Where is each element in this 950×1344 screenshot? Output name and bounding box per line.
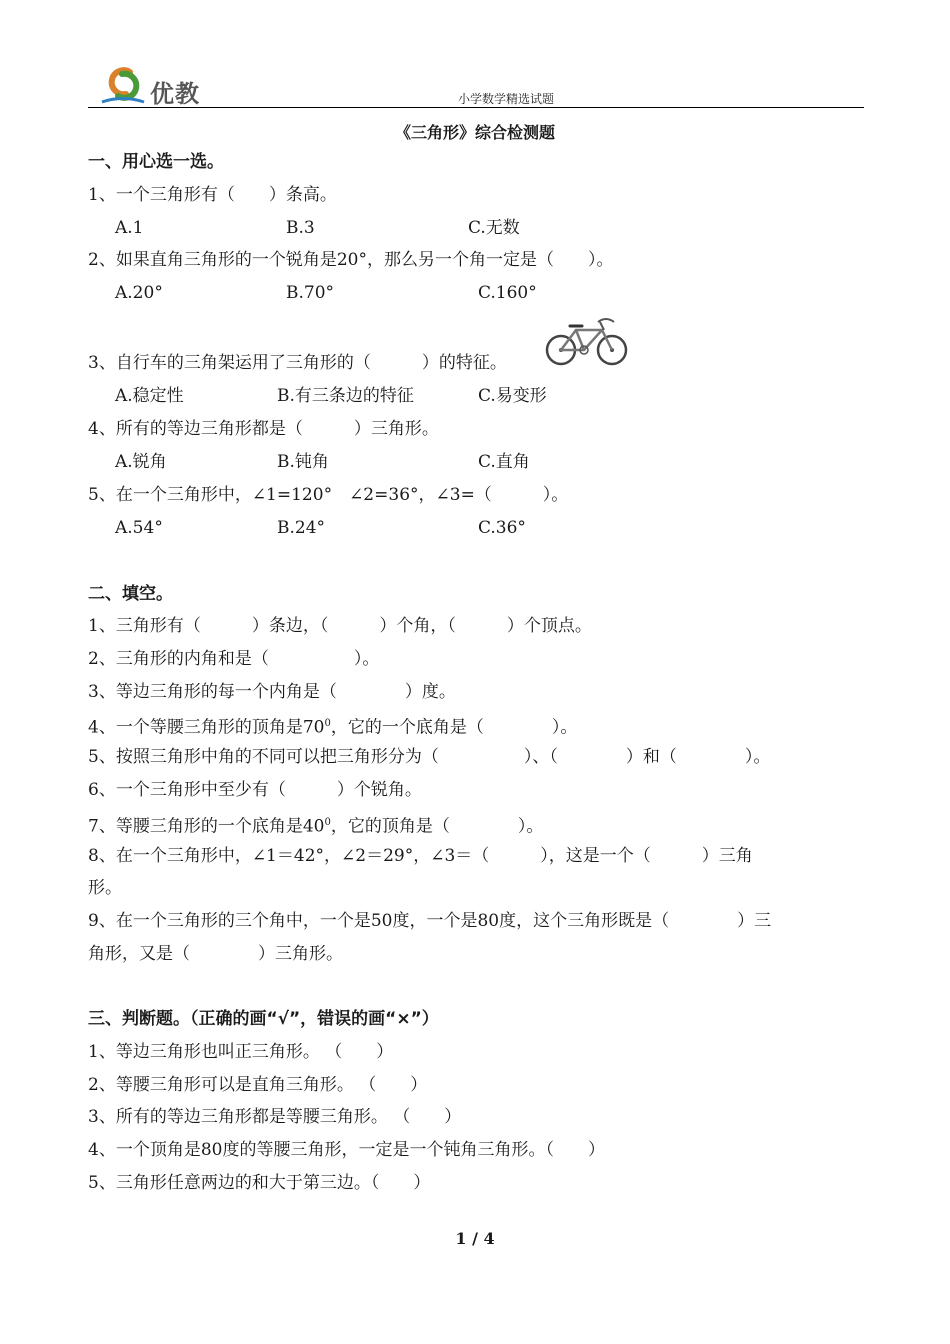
s1-q2-option-b: B.70°: [286, 283, 335, 303]
section-1-heading: 一、用心选一选。: [88, 152, 224, 172]
s2-q4-superscript: 0: [324, 718, 331, 729]
s1-q4-option-a: A.锐角: [115, 452, 167, 472]
s3-question-1: 1、等边三角形也叫正三角形。 （ ）: [88, 1042, 394, 1062]
s2-question-9-line-1: 9、在一个三角形的三个角中，一个是50度，一个是80度，这个三角形既是（ ）三: [88, 911, 772, 931]
s2-question-1: 1、三角形有（ ）条边，（ ）个角，（ ）个顶点。: [88, 616, 592, 636]
s1-question-4: 4、所有的等边三角形都是（ ）三角形。: [88, 419, 439, 439]
s2-q4-text-after: ，它的一个底角是（ ）。: [330, 717, 578, 738]
s2-question-7: [88, 813, 543, 837]
s1-q2-option-c: C.160°: [478, 283, 537, 303]
s2-question-3: 3、等边三角形的每一个内角是（ ）度。: [88, 682, 456, 702]
s1-question-1: 1、一个三角形有（ ）条高。: [88, 185, 337, 205]
header-subtitle: 小学数学精选试题: [458, 92, 555, 106]
page-number: 1 / 4: [455, 1229, 495, 1248]
logo-text: 优教: [150, 80, 200, 108]
s2-question-2: 2、三角形的内角和是（ ）。: [88, 649, 380, 669]
s1-q2-option-a: A.20°: [115, 283, 163, 303]
s2-question-4: [88, 714, 577, 738]
s3-question-3: 3、所有的等边三角形都是等腰三角形。 （ ）: [88, 1107, 462, 1127]
section-3-heading: 三、判断题。（正确的画“√”，错误的画“×”）: [88, 1009, 439, 1029]
s1-q3-option-a: A.稳定性: [115, 386, 184, 406]
s2-question-9-line-2: 角形，又是（ ）三角形。: [88, 944, 343, 964]
s2-q7-superscript: 0: [324, 817, 331, 828]
s1-q4-option-b: B.钝角: [277, 452, 329, 472]
s3-question-2: 2、等腰三角形可以是直角三角形。 （ ）: [88, 1075, 428, 1095]
s1-q1-option-b: B.3: [286, 218, 315, 238]
s1-q3-option-b: B.有三条边的特征: [277, 386, 414, 406]
s1-q5-option-a: A.54°: [115, 518, 163, 538]
s2-q4-text-before: 4、一个等腰三角形的顶角是70: [88, 717, 325, 738]
s1-q4-option-c: C.直角: [478, 452, 530, 472]
s3-question-5: 5、三角形任意两边的和大于第三边。（ ）: [88, 1173, 431, 1193]
s1-q1-option-c: C.无数: [468, 218, 520, 238]
s1-q5-option-b: B.24°: [277, 518, 326, 538]
s2-question-6: 6、一个三角形中至少有（ ）个锐角。: [88, 780, 422, 800]
s1-question-5: 5、在一个三角形中，∠1=120° ∠2=36°，∠3=（ ）。: [88, 485, 569, 505]
s1-q1-option-a: A.1: [115, 218, 144, 238]
s2-q7-text-before: 7、等腰三角形的一个底角是40: [88, 816, 325, 837]
s2-question-8-line-2: 形。: [88, 878, 122, 898]
s1-question-3: 3、自行车的三角架运用了三角形的（ ）的特征。: [88, 353, 507, 373]
section-2-heading: 二、填空。: [88, 584, 173, 604]
s2-q7-text-after: ，它的顶角是（ ）。: [330, 816, 544, 837]
s1-q3-option-c: C.易变形: [478, 386, 547, 406]
bicycle-image: [544, 314, 630, 370]
s1-q5-option-c: C.36°: [478, 518, 526, 538]
header-divider: [88, 107, 864, 108]
s2-question-5: 5、按照三角形中角的不同可以把三角形分为（ ）、（ ）和（ ）。: [88, 747, 771, 767]
document-title: 《三角形》综合检测题: [394, 123, 555, 142]
s2-question-8-line-1: 8、在一个三角形中，∠1＝42°，∠2＝29°，∠3＝（ ），这是一个（ ）三角: [88, 846, 753, 866]
s1-question-2: 2、如果直角三角形的一个锐角是20°，那么另一个角一定是（ ）。: [88, 250, 614, 270]
s3-question-4: 4、一个顶角是80度的等腰三角形，一定是一个钝角三角形。（ ）: [88, 1140, 605, 1160]
